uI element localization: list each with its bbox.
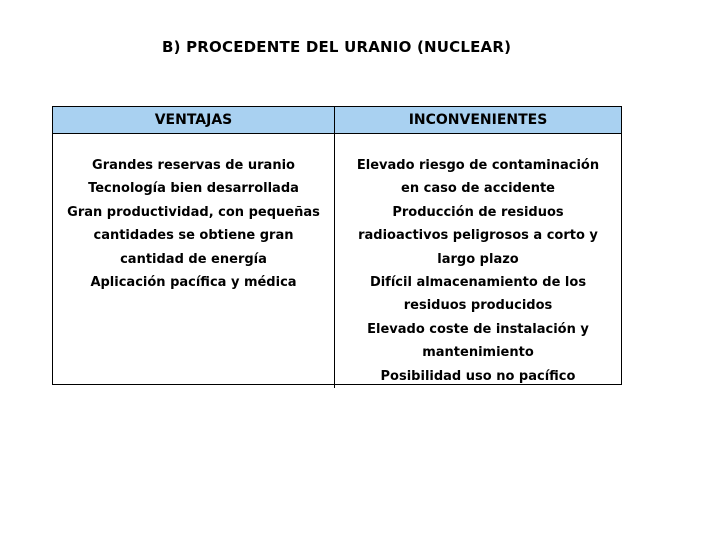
header-ventajas: VENTAJAS bbox=[53, 107, 335, 133]
inconvenientes-line: Posibilidad uso no pacífico bbox=[380, 368, 576, 384]
inconvenientes-line: Difícil almacenamiento de los bbox=[369, 275, 587, 291]
inconvenientes-line: en caso de accidente bbox=[401, 181, 555, 197]
ventajas-line: Aplicación pacífica y médica bbox=[90, 275, 297, 291]
ventajas-line: Gran productividad, con pequeñas bbox=[67, 204, 320, 220]
ventajas-line: cantidad de energía bbox=[120, 251, 267, 267]
inconvenientes-cell bbox=[335, 134, 621, 388]
header-inconvenientes: INCONVENIENTES bbox=[408, 112, 548, 128]
inconvenientes-line: Producción de residuos bbox=[392, 204, 564, 220]
inconvenientes-line: radioactivos peligrosos a corto y bbox=[358, 228, 598, 244]
ventajas-line: cantidades se obtiene gran bbox=[93, 228, 294, 244]
inconvenientes-line: Elevado riesgo de contaminación bbox=[356, 158, 600, 173]
comparison-table bbox=[52, 106, 622, 385]
inconvenientes-line: residuos producidos bbox=[403, 298, 553, 314]
slide-title: B) PROCEDENTE DEL URANIO (NUCLEAR) bbox=[162, 38, 512, 56]
ventajas-line: Grandes reservas de uranio bbox=[92, 158, 295, 173]
table-header-row bbox=[53, 107, 621, 134]
inconvenientes-line: largo plazo bbox=[437, 251, 519, 267]
inconvenientes-line: Elevado coste de instalación y bbox=[367, 321, 589, 337]
ventajas-cell bbox=[53, 134, 335, 388]
table-body-row bbox=[53, 134, 621, 388]
ventajas-line: Tecnología bien desarrollada bbox=[88, 181, 299, 197]
inconvenientes-line: mantenimiento bbox=[422, 345, 534, 361]
